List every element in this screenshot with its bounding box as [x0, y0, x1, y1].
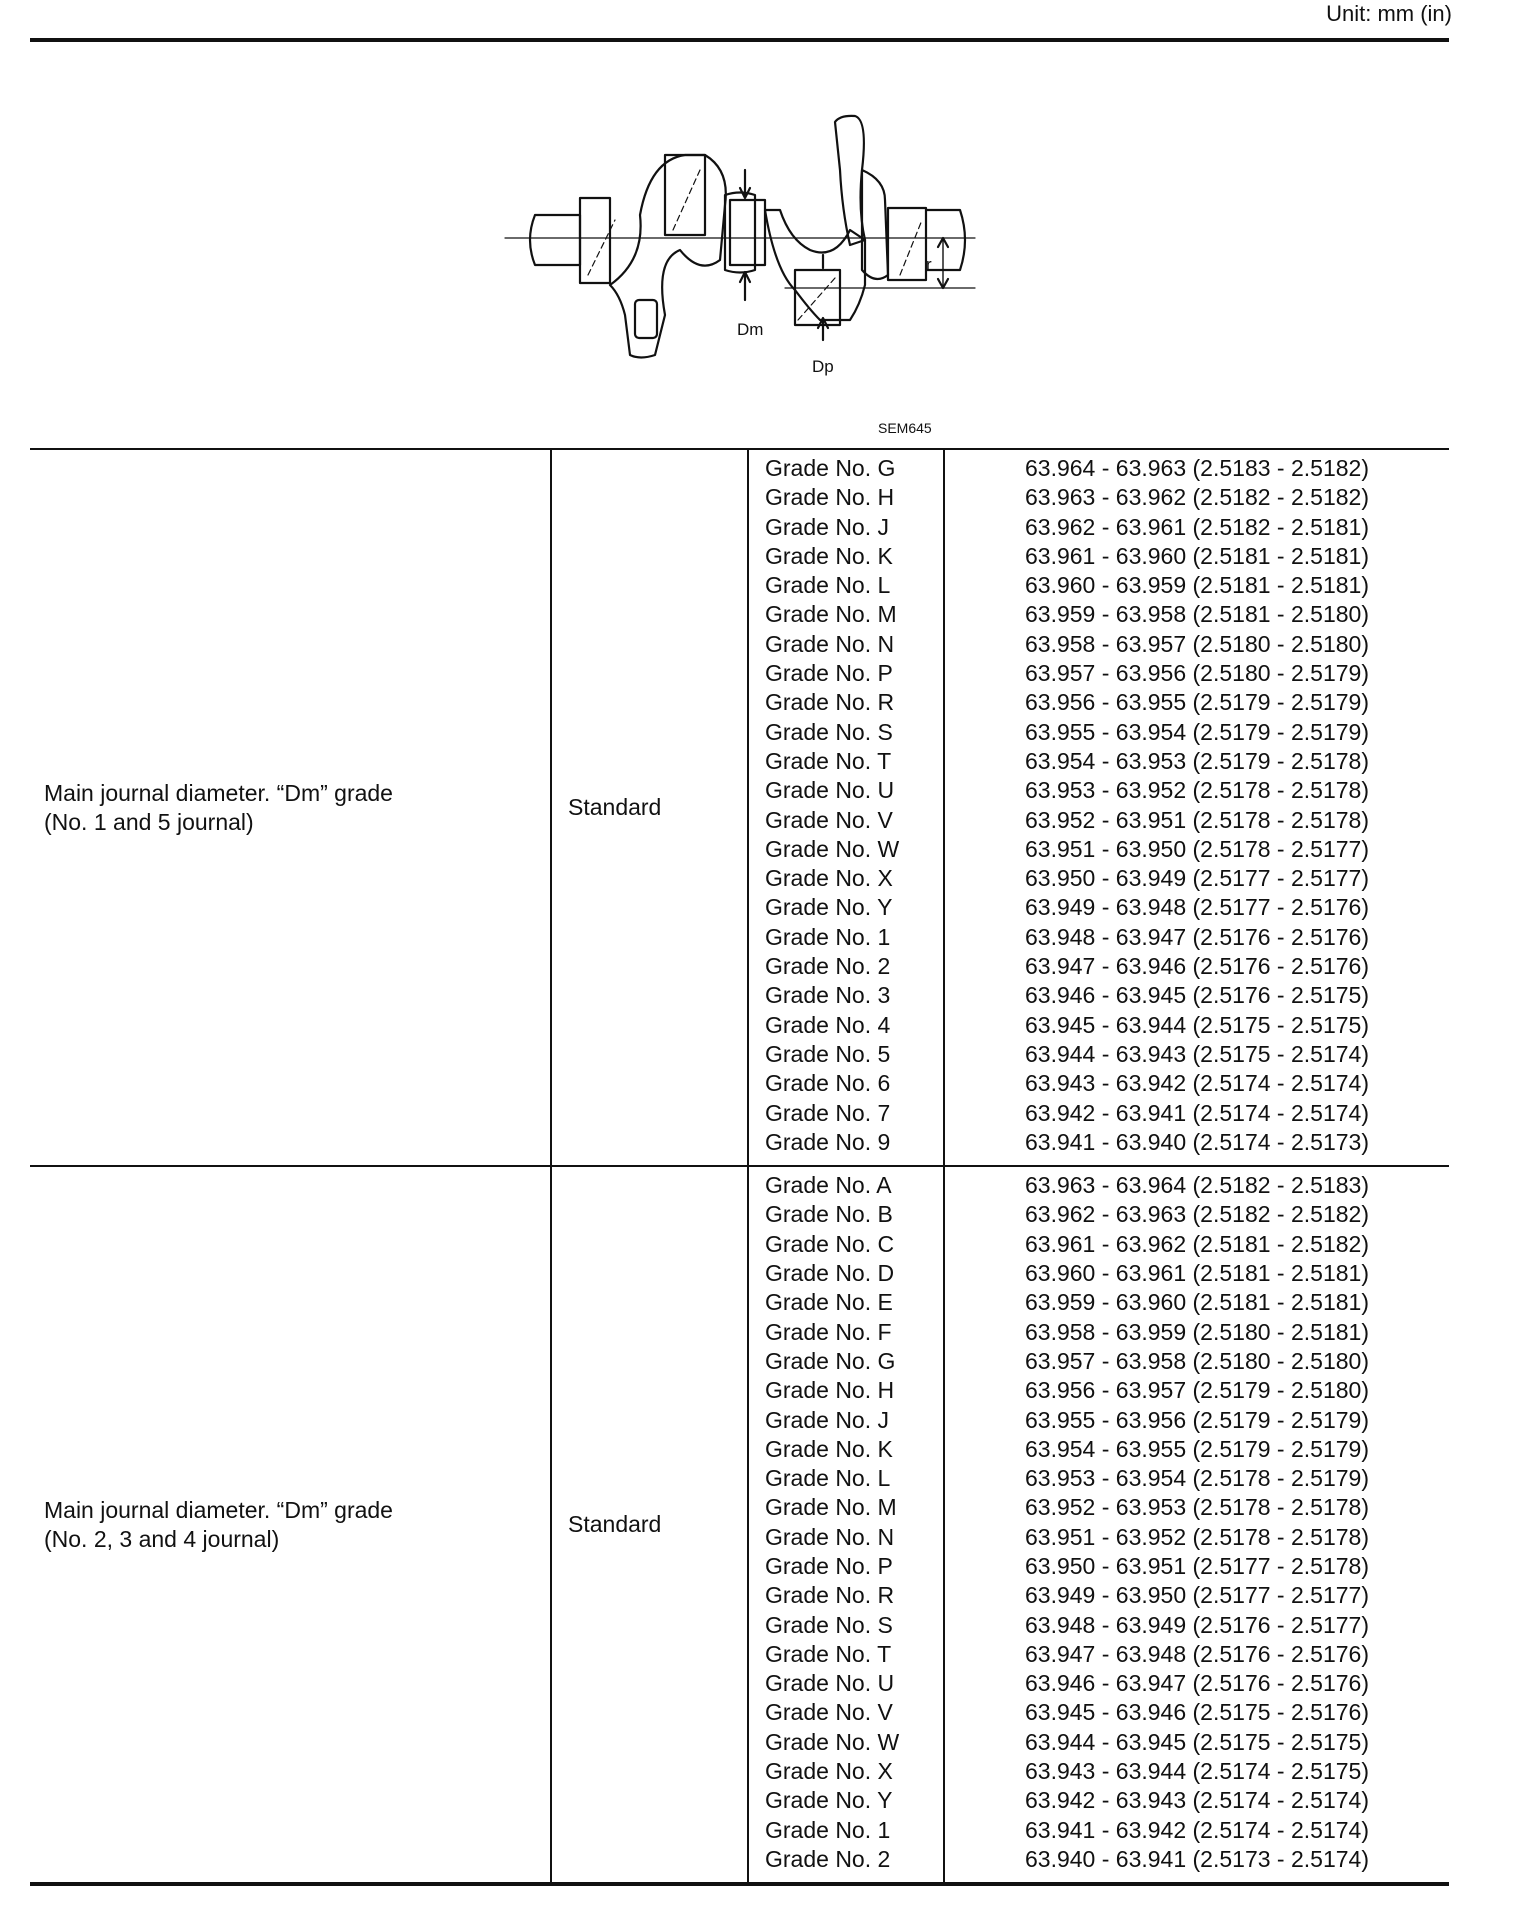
spec-body	[30, 449, 1449, 1884]
grade-label: Grade No. 6	[765, 1070, 891, 1097]
grade-label: Grade No. N	[765, 630, 895, 657]
grade-label: Grade No. M	[765, 601, 897, 628]
grade-value: 63.954 - 63.953 (2.5179 - 2.5178)	[1025, 747, 1369, 774]
grade-value: 63.952 - 63.953 (2.5178 - 2.5178)	[1025, 1494, 1369, 1521]
grade-value: 63.942 - 63.943 (2.5174 - 2.5174)	[1025, 1787, 1369, 1814]
grade-value: 63.962 - 63.963 (2.5182 - 2.5182)	[1025, 1201, 1369, 1228]
grade-label: Grade No. J	[765, 513, 889, 540]
grade-value: 63.943 - 63.944 (2.5174 - 2.5175)	[1025, 1758, 1369, 1785]
item-line-2: (No. 1 and 5 journal)	[44, 808, 254, 835]
grade-label: Grade No. T	[765, 747, 892, 774]
item-label	[44, 1496, 393, 1554]
grade-value: 63.960 - 63.961 (2.5181 - 2.5181)	[1025, 1260, 1369, 1287]
grade-label: Grade No. Y	[765, 894, 893, 921]
grade-value: 63.956 - 63.957 (2.5179 - 2.5180)	[1025, 1377, 1369, 1404]
grade-label: Grade No. G	[765, 455, 896, 481]
spec-table	[30, 448, 1449, 1886]
grade-value: 63.961 - 63.962 (2.5181 - 2.5182)	[1025, 1230, 1369, 1257]
grade-label: Grade No. U	[765, 777, 895, 804]
grade-value: 63.946 - 63.945 (2.5176 - 2.5175)	[1025, 982, 1369, 1009]
grade-value: 63.957 - 63.958 (2.5180 - 2.5180)	[1025, 1347, 1369, 1374]
grade-value: 63.949 - 63.948 (2.5177 - 2.5176)	[1025, 894, 1369, 921]
grade-label: Grade No. L	[765, 1465, 891, 1492]
grade-label: Grade No. Y	[765, 1787, 893, 1814]
grade-label: Grade No. S	[765, 718, 893, 745]
grade-label: Grade No. R	[765, 1582, 895, 1609]
grade-label: Grade No. L	[765, 572, 891, 599]
grade-label: Grade No. U	[765, 1670, 895, 1697]
grade-label: Grade No. E	[765, 1289, 893, 1316]
condition-label: Standard	[568, 1511, 662, 1538]
grade-value: 63.947 - 63.946 (2.5176 - 2.5176)	[1025, 953, 1369, 980]
grade-label: Grade No. D	[765, 1260, 895, 1287]
grade-value: 63.963 - 63.964 (2.5182 - 2.5183)	[1025, 1172, 1369, 1199]
r-label: r	[926, 255, 932, 274]
grade-label: Grade No. M	[765, 1494, 897, 1521]
grade-value: 63.955 - 63.956 (2.5179 - 2.5179)	[1025, 1406, 1369, 1433]
condition-cell	[551, 449, 748, 1166]
grade-value: 63.956 - 63.955 (2.5179 - 2.5179)	[1025, 689, 1369, 716]
grade-value: 63.958 - 63.957 (2.5180 - 2.5180)	[1025, 630, 1369, 657]
dm-label: Dm	[737, 320, 764, 339]
grade-label: Grade No. G	[765, 1347, 896, 1374]
grade-label: Grade No. 5	[765, 1040, 891, 1067]
grade-value: 63.963 - 63.962 (2.5182 - 2.5182)	[1025, 484, 1369, 511]
grade-value: 63.944 - 63.945 (2.5175 - 2.5175)	[1025, 1728, 1369, 1755]
grade-value: 63.953 - 63.952 (2.5178 - 2.5178)	[1025, 777, 1369, 804]
grade-value: 63.954 - 63.955 (2.5179 - 2.5179)	[1025, 1435, 1369, 1462]
dp-label: Dp	[812, 357, 834, 376]
unit-label: Unit: mm (in)	[1326, 1, 1452, 26]
grade-value: 63.940 - 63.941 (2.5173 - 2.5174)	[1025, 1845, 1369, 1872]
grade-label: Grade No. J	[765, 1406, 889, 1433]
item-line-2: (No. 2, 3 and 4 journal)	[44, 1525, 280, 1552]
grade-label: Grade No. 4	[765, 1011, 891, 1038]
grade-label: Grade No. 3	[765, 982, 891, 1009]
condition-cell	[551, 1166, 748, 1884]
spec-section	[30, 449, 1449, 1166]
grade-value: 63.951 - 63.950 (2.5178 - 2.5177)	[1025, 835, 1369, 862]
grade-label: Grade No. 2	[765, 953, 891, 980]
value-column	[944, 1166, 1449, 1884]
grade-value: 63.948 - 63.949 (2.5176 - 2.5177)	[1025, 1611, 1369, 1638]
grade-label: Grade No. 1	[765, 923, 891, 950]
grade-value: 63.941 - 63.942 (2.5174 - 2.5174)	[1025, 1816, 1369, 1843]
grade-value: 63.942 - 63.941 (2.5174 - 2.5174)	[1025, 1099, 1369, 1126]
grade-label: Grade No. V	[765, 1699, 893, 1726]
grade-value: 63.951 - 63.952 (2.5178 - 2.5178)	[1025, 1523, 1369, 1550]
grade-value: 63.943 - 63.942 (2.5174 - 2.5174)	[1025, 1070, 1369, 1097]
grade-value: 63.941 - 63.940 (2.5174 - 2.5173)	[1025, 1128, 1369, 1155]
grade-label: Grade No. K	[765, 542, 893, 569]
grade-value: 63.947 - 63.948 (2.5176 - 2.5176)	[1025, 1640, 1369, 1667]
grade-column	[748, 1166, 944, 1884]
condition-label: Standard	[568, 794, 662, 821]
grade-label: Grade No. 2	[765, 1845, 891, 1872]
grade-label: Grade No. B	[765, 1201, 893, 1228]
grade-label: Grade No. X	[765, 1758, 893, 1785]
grade-label: Grade No. 1	[765, 1816, 891, 1843]
grade-value: 63.959 - 63.960 (2.5181 - 2.5181)	[1025, 1289, 1369, 1316]
item-cell	[30, 449, 551, 1166]
grade-value: 63.952 - 63.951 (2.5178 - 2.5178)	[1025, 806, 1369, 833]
grade-label: Grade No. N	[765, 1523, 895, 1550]
grade-label: Grade No. W	[765, 1728, 900, 1755]
grade-label: Grade No. 7	[765, 1099, 891, 1126]
value-column	[944, 449, 1449, 1166]
grade-value: 63.960 - 63.959 (2.5181 - 2.5181)	[1025, 572, 1369, 599]
grade-value: 63.945 - 63.944 (2.5175 - 2.5175)	[1025, 1011, 1369, 1038]
grade-value: 63.964 - 63.963 (2.5183 - 2.5182)	[1025, 455, 1369, 481]
grade-label: Grade No. H	[765, 1377, 895, 1404]
grade-label: Grade No. P	[765, 1552, 893, 1579]
grade-value: 63.955 - 63.954 (2.5179 - 2.5179)	[1025, 718, 1369, 745]
grade-label: Grade No. S	[765, 1611, 893, 1638]
grade-value: 63.958 - 63.959 (2.5180 - 2.5181)	[1025, 1318, 1369, 1345]
top-rule	[30, 38, 1449, 42]
grade-value: 63.959 - 63.958 (2.5181 - 2.5180)	[1025, 601, 1369, 628]
item-label	[44, 779, 393, 837]
grade-label: Grade No. X	[765, 865, 893, 892]
grade-label: Grade No. A	[765, 1172, 892, 1199]
crankshaft-diagram	[490, 110, 1010, 390]
grade-value: 63.945 - 63.946 (2.5175 - 2.5176)	[1025, 1699, 1369, 1726]
grade-label: Grade No. C	[765, 1230, 895, 1257]
grade-label: Grade No. K	[765, 1435, 893, 1462]
grade-value: 63.962 - 63.961 (2.5182 - 2.5181)	[1025, 513, 1369, 540]
item-cell	[30, 1166, 551, 1884]
grade-label: Grade No. H	[765, 484, 895, 511]
grade-value: 63.957 - 63.956 (2.5180 - 2.5179)	[1025, 660, 1369, 687]
spec-section	[30, 1166, 1449, 1884]
grade-value: 63.944 - 63.943 (2.5175 - 2.5174)	[1025, 1040, 1369, 1067]
grade-label: Grade No. 9	[765, 1128, 891, 1155]
grade-label: Grade No. T	[765, 1640, 892, 1667]
grade-label: Grade No. V	[765, 806, 893, 833]
item-line-1: Main journal diameter. “Dm” grade	[44, 779, 393, 806]
figure-code: SEM645	[878, 420, 932, 436]
grade-value: 63.950 - 63.949 (2.5177 - 2.5177)	[1025, 865, 1369, 892]
grade-value: 63.949 - 63.950 (2.5177 - 2.5177)	[1025, 1582, 1369, 1609]
item-line-1: Main journal diameter. “Dm” grade	[44, 1496, 393, 1523]
grade-value: 63.953 - 63.954 (2.5178 - 2.5179)	[1025, 1465, 1369, 1492]
grade-value: 63.950 - 63.951 (2.5177 - 2.5178)	[1025, 1552, 1369, 1579]
grade-label: Grade No. R	[765, 689, 895, 716]
grade-value: 63.948 - 63.947 (2.5176 - 2.5176)	[1025, 923, 1369, 950]
grade-label: Grade No. P	[765, 660, 893, 687]
grade-label: Grade No. W	[765, 835, 900, 862]
grade-value: 63.961 - 63.960 (2.5181 - 2.5181)	[1025, 542, 1369, 569]
grade-column	[748, 449, 944, 1166]
grade-label: Grade No. F	[765, 1318, 892, 1345]
grade-value: 63.946 - 63.947 (2.5176 - 2.5176)	[1025, 1670, 1369, 1697]
